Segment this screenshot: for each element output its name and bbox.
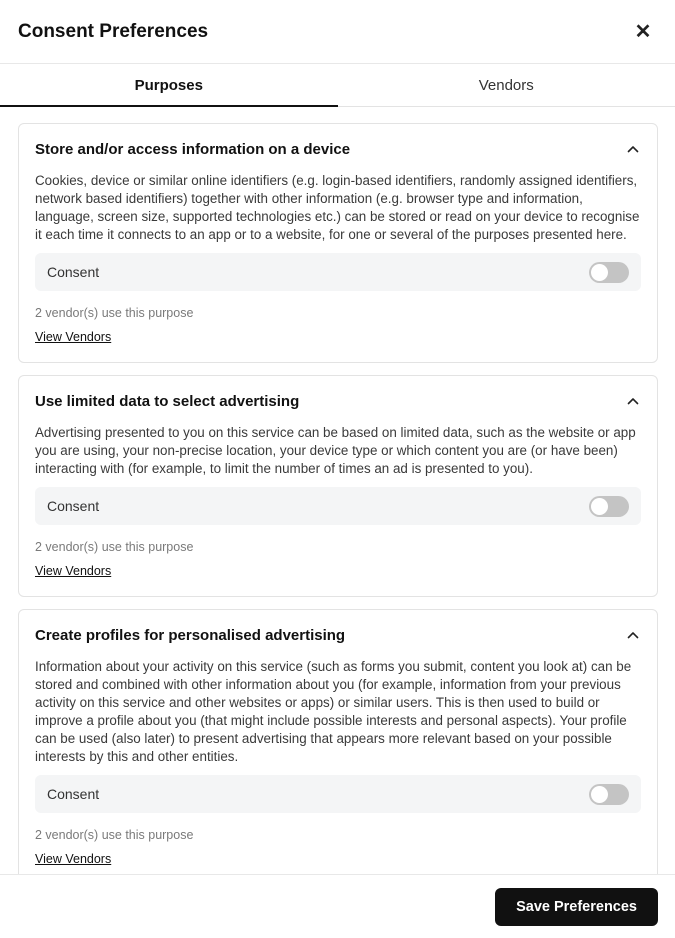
consent-toggle[interactable] xyxy=(589,784,629,805)
consent-label: Consent xyxy=(47,786,100,802)
view-vendors-link[interactable]: View Vendors xyxy=(35,564,112,578)
vendor-count: 2 vendor(s) use this purpose xyxy=(35,306,194,320)
purpose-header[interactable] xyxy=(35,376,641,424)
chevron-up-icon[interactable] xyxy=(625,627,641,643)
consent-row xyxy=(35,253,641,291)
tab-bar xyxy=(0,64,675,107)
dialog-footer xyxy=(0,874,675,938)
tab-purposes[interactable]: Purposes xyxy=(0,64,338,106)
dialog-header xyxy=(0,0,675,64)
consent-row xyxy=(35,487,641,525)
chevron-up-icon[interactable] xyxy=(625,141,641,157)
dialog-title: Consent Preferences xyxy=(18,20,209,42)
purpose-card xyxy=(18,375,658,597)
purpose-card xyxy=(18,123,658,363)
consent-toggle[interactable] xyxy=(589,496,629,517)
purpose-card xyxy=(18,609,658,874)
purpose-header[interactable] xyxy=(35,610,641,658)
purpose-title: Use limited data to select advertising xyxy=(35,392,300,410)
purpose-description: Cookies, device or similar online identifiers (e.g. login-based identifiers, randomly assigned identifiers, network based identifiers) together with other information (e.g. browser type and information, language, screen size, supported technologies etc.) can be stored or read on your device to recognise it each time it connects to an app or to a website, for one or several of the purposes presented here. xyxy=(35,173,640,242)
close-icon[interactable]: ✕ xyxy=(634,21,652,43)
consent-toggle[interactable] xyxy=(589,262,629,283)
purpose-description: Advertising presented to you on this service can be based on limited data, such as the website or app you are using, your non-precise location, your device type or which content you are (or have been) interacting with (for example, to limit the number of times an ad is presented to you). xyxy=(35,425,636,476)
purpose-title: Create profiles for personalised advertising xyxy=(35,626,346,644)
chevron-up-icon[interactable] xyxy=(625,393,641,409)
purpose-title: Store and/or access information on a device xyxy=(35,140,351,158)
tab-vendors[interactable]: Vendors xyxy=(478,76,534,94)
consent-row xyxy=(35,775,641,813)
purpose-header[interactable] xyxy=(35,124,641,172)
view-vendors-link[interactable]: View Vendors xyxy=(35,852,112,866)
vendor-count: 2 vendor(s) use this purpose xyxy=(35,828,194,842)
toggle-knob xyxy=(591,786,608,803)
purpose-description: Information about your activity on this service (such as forms you submit, content you look at) can be stored and combined with other information about you (for example, information from your previous activity on this service and other websites or apps) or similar users. This is then used to build or improve a profile about you (that might include possible interests and personal aspects). Your profile can be used (also later) to present advertising that appears more relevant based on your possible interests by this and other entities. xyxy=(35,659,632,764)
vendor-count: 2 vendor(s) use this purpose xyxy=(35,540,194,554)
save-preferences-button[interactable]: Save Preferences xyxy=(495,888,658,926)
view-vendors-link[interactable]: View Vendors xyxy=(35,330,112,344)
toggle-knob xyxy=(591,264,608,281)
purposes-list[interactable] xyxy=(0,107,675,874)
consent-label: Consent xyxy=(47,264,100,280)
consent-label: Consent xyxy=(47,498,100,514)
toggle-knob xyxy=(591,498,608,515)
